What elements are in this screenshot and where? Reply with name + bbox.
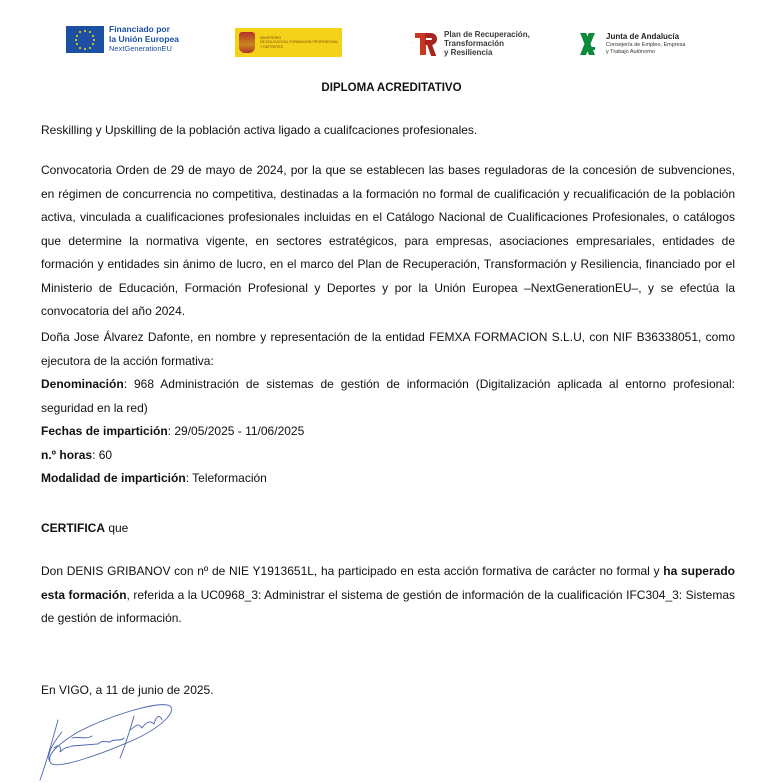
denominacion-label: Denominación (41, 377, 124, 391)
junta-logo (578, 32, 685, 56)
place-date: En VIGO, a 11 de junio de 2025. (41, 683, 214, 697)
horas-label: n.º horas (41, 447, 93, 462)
signature-icon (38, 702, 178, 782)
ministerio-line2: DE EDUCACIÓN, FORMACIÓN PROFESIONAL (260, 40, 339, 45)
convocatoria-paragraph: Convocatoria Orden de 29 de mayo de 2024, por la que se establecen las bases reguladoras de la concesión de subvenciones, en régimen de concurrencia no competitiva, destinadas a la formación no formal de cualificación y recualificación de la población activa, vinculada a cualificaciones profesionales incluidas en el Catálogo Nacional de Cualificaciones Profesionales, o catálogos que determine la normativa vigente, en sectores estratégicos, para empresas, asociaciones empresariales, entidades de formación y entidades sin ánimo de lucro, en el marco del Plan de Recuperación, Transformación y Resiliencia, financiado por el Ministerio de Educación, Formación Profesional y Deportes y por la Unión Europea –NextGenerationEU–, y se efectúa la convocatoria del año 2024. (41, 163, 735, 318)
representante-section (41, 326, 735, 491)
participante-paragraph (41, 560, 735, 631)
fechas-label: Fechas de impartición (41, 424, 168, 438)
denominacion-field (41, 373, 735, 420)
spain-crest-icon (239, 32, 255, 53)
eu-logo (66, 24, 179, 54)
horas-field (41, 444, 735, 468)
intro-paragraph: Reskilling y Upskilling de la población activa ligado a cualifcaciones profesionales. (41, 123, 478, 137)
certifica-label: CERTIFICA (41, 521, 105, 535)
prtr-logo (412, 30, 530, 57)
junta-line1: Junta de Andalucía (606, 32, 680, 41)
eu-logo-line3: NextGenerationEU (109, 44, 172, 53)
modalidad-label: Modalidad de impartición (41, 471, 186, 485)
ministerio-line3: Y DEPORTES (260, 44, 284, 49)
representante-paragraph: Doña Jose Álvarez Dafonte, en nombre y representación de la entidad FEMXA FORMACION S.L.U, con NIF B36338051, como ejecutora de la acción formativa: (41, 330, 735, 368)
header-logos (0, 24, 783, 64)
prtr-line2: Transformación (444, 39, 505, 48)
certifica-rest: que (105, 521, 129, 535)
eu-logo-line1: Financiado por (109, 24, 170, 34)
eu-flag-icon (66, 26, 104, 53)
junta-a-icon (578, 33, 600, 55)
fechas-field (41, 420, 735, 444)
document-title: DIPLOMA ACREDITATIVO (321, 80, 462, 94)
prtr-line3: y Resiliencia (444, 48, 493, 57)
ministerio-line1: MINISTERIO (260, 35, 281, 40)
participante-bold: ha superado esta formación (41, 564, 735, 602)
tr-logo-icon: · · · (412, 31, 440, 57)
denominacion-value: : 968 Administración de sistemas de gestión de información (Digitalización aplicada al entorno profesional: seguridad en la red) (41, 377, 735, 415)
eu-logo-line2: la Unión Europea (109, 34, 179, 44)
participante-text-2: , referida a la UC0968_3: Administrar el sistema de gestión de información de la cualificación IFC304_3: Sistemas de gestión de información. (41, 587, 735, 625)
fechas-value: : 29/05/2025 - 11/06/2025 (167, 424, 305, 438)
participante-text-1: Don DENIS GRIBANOV con nº de NIE Y1913651L, ha participado en esta acción formativa de carácter no formal y (41, 564, 664, 578)
horas-value: : 60 (92, 447, 113, 462)
modalidad-value: : Teleformación (185, 471, 267, 485)
junta-line2: Consejería de Empleo, Empresa (606, 42, 686, 48)
modalidad-field (41, 467, 735, 491)
prtr-line1: Plan de Recuperación, (444, 30, 530, 39)
ministerio-logo (235, 28, 342, 57)
junta-line3: y Trabajo Autónomo (606, 49, 655, 55)
certifica-line (41, 517, 735, 541)
